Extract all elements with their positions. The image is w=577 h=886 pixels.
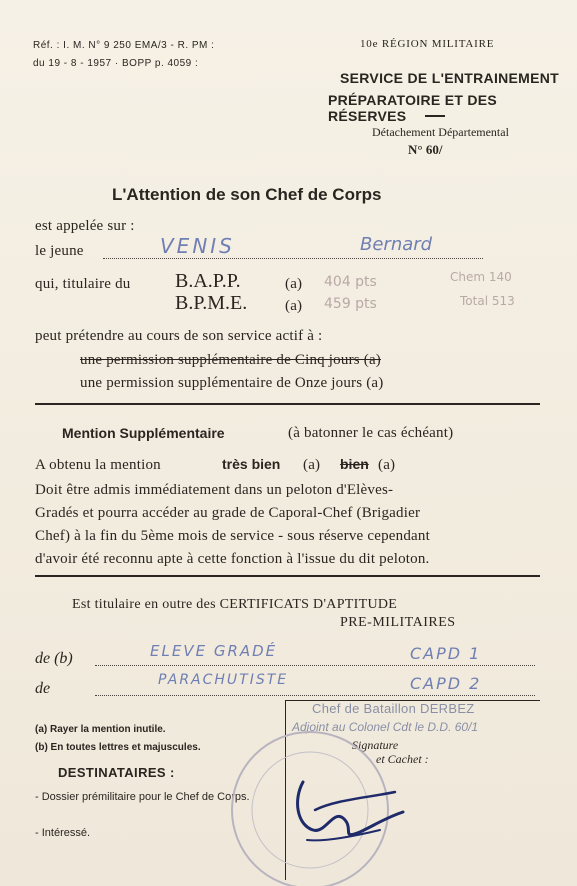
section-divider-2 [35,575,540,577]
cert2-dotted-line [95,695,535,696]
cert1-prefix: de (b) [35,650,73,667]
jeune-firstname: Bernard [360,234,433,255]
cachet-label: et Cachet : [376,752,429,766]
region-label: 10e RÉGION MILITAIRE [360,38,495,50]
destinataire-1: - Dossier prémilitaire pour le Chef de Corps. [35,791,250,803]
detachment-number: N° 60/ [408,142,443,157]
mention-note: (à batonner le cas échéant) [288,425,454,441]
service-line-2: PRÉPARATOIRE ET DES RÉSERVES [328,92,498,124]
destinataire-2: - Intéressé. [35,827,91,839]
bapp-score-2: Chem 140 [450,270,512,284]
ref-line-2: du 19 - 8 - 1957 · BOPP p. 4059 : [33,58,199,69]
peut-pretendre: peut prétendre au cours de son service actif à : [35,328,323,344]
mention-para-3: Chef) à la fin du 5ème mois de service - sous réserve cependant [35,528,430,544]
signature-scribble-icon [285,770,410,850]
mention-bien: bien [340,456,369,472]
bapp-a-mark: (a) [285,276,303,292]
jeune-dotted-line [103,258,483,259]
header-divider [425,115,445,117]
cert2-level: CAPD 2 [410,674,482,693]
cert1-level: CAPD 1 [410,644,482,663]
bpme-score: 459 pts [324,296,377,312]
appelee-label: est appelée sur : [35,218,135,234]
signature-label: Signature [352,738,399,752]
mention-title: Mention Supplémentaire [62,425,225,441]
stamp-line-2: Adjoint au Colonel Cdt le D.D. 60/1 [292,720,479,734]
bpme-a-mark: (a) [285,298,303,314]
mention-para-1: Doit être admis immédiatement dans un peloton d'Elèves- [35,482,394,498]
bapp-score: 404 pts [324,274,377,290]
mention-line-prefix: A obtenu la mention [35,457,161,473]
bpme-score-2: Total 513 [460,294,515,308]
detachment-label: Détachement Départemental [372,125,509,139]
service-line-1: SERVICE DE L'ENTRAINEMENT [340,70,560,86]
cert1-dotted-line [95,665,535,666]
cert2-prefix: de [35,680,51,697]
destinataires-heading: DESTINATAIRES : [58,765,175,780]
permission-onze-jours: une permission supplémentaire de Onze jours (a) [80,375,384,391]
ref-line-1: Réf. : I. M. N° 9 250 EMA/3 - R. PM : [33,40,215,51]
mention-a-1: (a) [303,457,321,473]
certificats-line-2: PRE-MILITAIRES [340,615,456,630]
mention-tres-bien: très bien [222,456,281,472]
certificats-line-1: Est titulaire en outre des CERTIFICATS D'APTITUDE [72,597,398,612]
bpme-label: B.P.M.E. [175,292,248,314]
permission-cinq-jours: une permission supplémentaire de Cinq jours (a) [80,352,381,368]
cert1-handwritten: ELEVE GRADÉ [150,642,278,660]
section-divider-1 [35,403,540,405]
jeune-name: VENIS [160,234,235,258]
bapp-label: B.A.P.P. [175,270,241,292]
note-b: (b) En toutes lettres et majuscules. [35,742,201,753]
document-title: L'Attention de son Chef de Corps [112,185,382,204]
jeune-label: le jeune [35,243,84,259]
mention-para-4: d'avoir été reconnu apte à cette fonction à l'issue du dit peloton. [35,551,430,567]
cert2-handwritten: PARACHUTISTE [158,672,289,688]
note-a: (a) Rayer la mention inutile. [35,724,166,735]
titulaire-label: qui, titulaire du [35,276,131,292]
stamp-line-1: Chef de Bataillon DERBEZ [312,701,475,716]
mention-para-2: Gradés et pourra accéder au grade de Caporal-Chef (Brigadier [35,505,421,521]
mention-a-2: (a) [378,457,396,473]
